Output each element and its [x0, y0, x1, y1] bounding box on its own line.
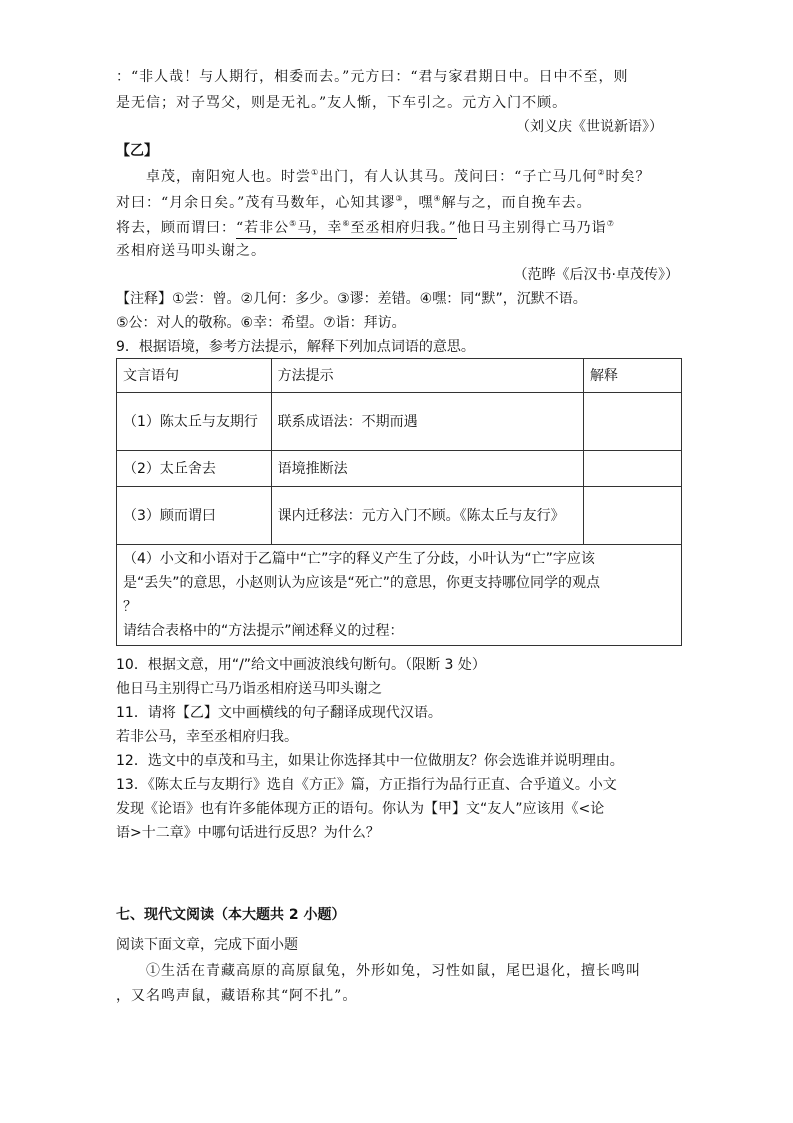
header-method: 方法提示	[271, 359, 583, 393]
yi-l1b: 出门，有人认其马。茂问曰：“子亡马几何	[319, 169, 598, 185]
note-ref-4: ④	[433, 194, 442, 203]
note-ref-7: ⑦	[606, 219, 615, 228]
sub4-line-3: ？	[123, 599, 137, 615]
header-answer: 解释	[583, 359, 681, 393]
jia-source: （刘义庆《世说新语》）	[516, 119, 663, 135]
sub4-line-1: （4）小文和小语对于乙篇中“亡”字的释义产生了分歧，小叶认为“亡”字应该	[123, 551, 595, 567]
yi-l2c: 解与之，而自挽车去。	[441, 195, 592, 211]
q13-line-2: 发现《论语》也有许多能体现方正的语句。你认为【甲】文“友人”应该用《<论	[116, 801, 605, 817]
table-row	[117, 451, 682, 487]
q9-table	[116, 358, 682, 646]
yi-text-line-1	[146, 169, 651, 184]
section-7-intro: 阅读下面文章，完成下面小题	[116, 937, 298, 953]
row-sentence: （2）太丘舍去	[117, 451, 272, 487]
yi-l1c: 时矣？	[605, 169, 651, 185]
row-sentence: （1）陈太丘与友期行	[117, 393, 272, 451]
answer-cell[interactable]	[583, 393, 681, 451]
note-ref-2: ②	[597, 168, 606, 177]
jia-text-line-2: 是无信；对子骂父，则是无礼。”友人惭，下车引之。元方入门不顾。	[116, 95, 568, 111]
table-row	[117, 487, 682, 545]
q11-sentence: 若非公马，幸至丞相府归我。	[116, 729, 298, 745]
notes-line-2: ⑤公：对人的敬称。⑥幸：希望。⑦诣：拜访。	[116, 315, 406, 331]
answer-cell[interactable]	[583, 451, 681, 487]
row-method: 联系成语法：不期而遇	[271, 393, 583, 451]
section-7-title: 七、现代文阅读（本大题共 2 小题）	[116, 907, 346, 923]
answer-cell[interactable]	[583, 487, 681, 545]
p1-line-2: ，又名鸣声鼠，藏语称其“阿不扎”。	[116, 988, 358, 1004]
note-ref-3: ③	[395, 194, 404, 203]
yi-text-line-3	[116, 220, 615, 235]
yi-text-line-2	[116, 195, 592, 210]
sub4-line-4: 请结合表格中的“方法提示”阐述释义的过程：	[123, 623, 404, 639]
q13-line-1: 13．《陈太丘与友期行》选自《方正》篇，方正指行为品行正直、合乎道义。小文	[116, 777, 617, 793]
q11-prompt: 11．请将【乙】文中画横线的句子翻译成现代汉语。	[116, 705, 442, 721]
row-method: 语境推断法	[271, 451, 583, 487]
q10-prompt: 10．根据文意，用“/”给文中画波浪线句断句。（限断 3 处）	[116, 657, 486, 673]
row-sentence: （3）顾而谓曰	[117, 487, 272, 545]
yi-source: （范晔《后汉书·卓茂传》）	[513, 267, 679, 283]
yi-l2: 对曰：“月余日矣。”茂有马数年，心知其谬	[116, 195, 396, 211]
note-ref-1: ①	[311, 168, 320, 177]
yi-l2b: ，嘿	[403, 195, 434, 211]
yi-l3b: 他日马主别得亡马乃诣	[456, 220, 607, 236]
yi-header: 【乙】	[116, 143, 158, 159]
underlined-sentence: “若非公⑤马，幸⑥至丞相府归我。”	[236, 220, 457, 239]
q12-prompt: 12．选文中的卓茂和马主，如果让你选择其中一位做朋友？你会选谁并说明理由。	[116, 753, 624, 769]
p1-line-1: ①生活在青藏高原的高原鼠兔，外形如兔，习性如鼠，尾巴退化，擅长鸣叫	[146, 963, 641, 979]
notes-line-1: 【注释】①尝：曾。②几何：多少。③谬：差错。④嘿：同“默”，沉默不语。	[116, 291, 587, 307]
sub4-cell	[117, 545, 682, 646]
q13-line-3: 语>十二章》中哪句话进行反思？为什么？	[116, 825, 380, 841]
yi-text-line-4: 丞相府送马叩头谢之。	[116, 243, 266, 259]
q10-sentence: 他日马主别得亡马乃诣丞相府送马叩头谢之	[116, 681, 382, 697]
header-sentence: 文言语句	[117, 359, 272, 393]
q9-prompt: 9．根据语境，参考方法提示，解释下列加点词语的意思。	[116, 339, 475, 355]
row-method: 课内迁移法：元方入门不顾。《陈太丘与友行》	[271, 487, 583, 545]
sub4-line-2: 是“丢失”的意思，小赵则认为应该是“死亡”的意思，你更支持哪位同学的观点	[123, 575, 601, 591]
table-row-sub4	[117, 545, 682, 646]
yi-l3a: 将去，顾而谓曰：	[116, 220, 236, 236]
table-header-row	[117, 359, 682, 393]
yi-l1a: 卓茂，南阳宛人也。时尝	[146, 169, 311, 185]
jia-text-line-1: ：“非人哉！与人期行，相委而去。”元方曰：“君与家君期日中。日中不至，则	[116, 69, 629, 85]
table-row	[117, 393, 682, 451]
